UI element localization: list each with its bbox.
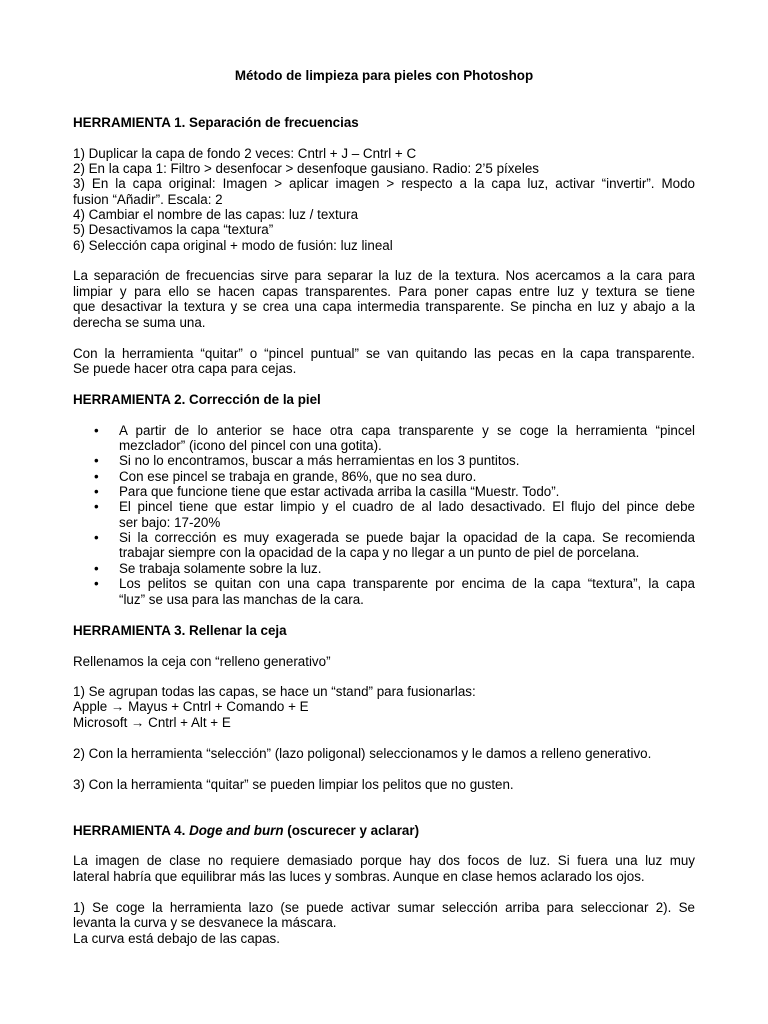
document-title: Método de limpieza para pieles con Photoshop bbox=[234, 68, 534, 83]
bullet-text: ser bajo: 17-20% bbox=[119, 515, 221, 530]
paragraph-line: La separación de frecuencias sirve para separar la luz de la textura. Nos acercamos a la cara para bbox=[73, 268, 695, 283]
bullet-text: “luz” se usa para las manchas de la cara. bbox=[119, 592, 364, 607]
step-line: 6) Selección capa original + modo de fusión: luz lineal bbox=[73, 238, 393, 253]
paragraph-line: 3) Con la herramienta “quitar” se pueden limpiar los pelitos que no gusten. bbox=[73, 777, 514, 792]
section-heading-2: HERRAMIENTA 2. Corrección de la piel bbox=[73, 392, 321, 407]
paragraph-line: Se puede hacer otra capa para cejas. bbox=[73, 361, 297, 376]
bullet-text: El pincel tiene que estar limpio y el cuadro de al lado desactivado. El flujo del pince debe bbox=[119, 499, 695, 514]
section-heading-3: HERRAMIENTA 3. Rellenar la ceja bbox=[73, 623, 287, 638]
bullet-text: A partir de lo anterior se hace otra capa transparente y se coge la herramienta “pincel bbox=[119, 423, 695, 438]
bullet-text: Con ese pincel se trabaja en grande, 86%, que no sea duro. bbox=[119, 469, 477, 484]
heading-italic: Doge and burn bbox=[189, 823, 284, 838]
step-line: 4) Cambiar el nombre de las capas: luz / textura bbox=[73, 207, 359, 222]
paragraph-line: Apple → Mayus + Cntrl + Comando + E bbox=[73, 699, 309, 714]
paragraph-line: 1) Se agrupan todas las capas, se hace un “stand” para fusionarlas: bbox=[73, 684, 476, 699]
section-heading-1: HERRAMIENTA 1. Separación de frecuencias bbox=[73, 115, 359, 130]
paragraph-line: limpiar y para ello se hacen capas transparentes. Para poner capas entre luz y textura se tiene bbox=[73, 284, 695, 299]
paragraph-line: Microsoft → Cntrl + Alt + E bbox=[73, 715, 231, 730]
paragraph-line: lateral habría que equilibrar más las luces y sombras. Aunque en clase hemos aclarado los ojos. bbox=[73, 869, 645, 884]
bullet-marker: • bbox=[94, 423, 99, 438]
bullet-marker: • bbox=[94, 453, 99, 468]
step-line: 3) En la capa original: Imagen > aplicar imagen > respecto a la capa luz, activar “invertir”. Modo bbox=[73, 176, 695, 191]
paragraph-line: Rellenamos la ceja con “relleno generativo” bbox=[73, 654, 331, 669]
step-line: 2) En la capa 1: Filtro > desenfocar > desenfoque gausiano. Radio: 2’5 píxeles bbox=[73, 161, 539, 176]
bullet-marker: • bbox=[94, 576, 99, 591]
paragraph-line: Con la herramienta “quitar” o “pincel puntual” se van quitando las pecas en la capa transparente. bbox=[73, 346, 695, 361]
step-line: fusion “Añadir”. Escala: 2 bbox=[73, 192, 223, 207]
paragraph-line: La curva está debajo de las capas. bbox=[73, 931, 280, 946]
bullet-text: Si la corrección es muy exagerada se puede bajar la opacidad de la capa. Se recomienda bbox=[119, 530, 695, 545]
bullet-text: trabajar siempre con la opacidad de la capa y no llegar a un punto de piel de porcelana. bbox=[119, 545, 640, 560]
heading-suffix: (oscurecer y aclarar) bbox=[283, 823, 420, 838]
paragraph-line: levanta la curva y se desvanece la máscara. bbox=[73, 915, 337, 930]
step-line: 1) Duplicar la capa de fondo 2 veces: Cntrl + J – Cntrl + C bbox=[73, 146, 417, 161]
bullet-marker: • bbox=[94, 499, 99, 514]
section-heading-4 bbox=[73, 823, 419, 838]
bullet-text: Se trabaja solamente sobre la luz. bbox=[119, 561, 322, 576]
bullet-marker: • bbox=[94, 484, 99, 499]
paragraph-line: 2) Con la herramienta “selección” (lazo poligonal) seleccionamos y le damos a relleno generativo. bbox=[73, 746, 652, 761]
paragraph-line: derecha se suma una. bbox=[73, 315, 206, 330]
paragraph-line: 1) Se coge la herramienta lazo (se puede activar sumar selección arriba para seleccionar 2). Se bbox=[73, 900, 695, 915]
bullet-marker: • bbox=[94, 530, 99, 545]
bullet-marker: • bbox=[94, 469, 99, 484]
step-line: 5) Desactivamos la capa “textura” bbox=[73, 222, 274, 237]
bullet-marker: • bbox=[94, 561, 99, 576]
bullet-text: Si no lo encontramos, buscar a más herramientas en los 3 puntitos. bbox=[119, 453, 520, 468]
heading-prefix: HERRAMIENTA 4. bbox=[73, 823, 190, 838]
paragraph-line: que desactivar la textura y se crea una capa intermedia transparente. Se pincha en luz y abajo a la bbox=[73, 299, 695, 314]
bullet-text: mezclador” (icono del pincel con una gotita). bbox=[119, 438, 382, 453]
paragraph-line: La imagen de clase no requiere demasiado porque hay dos focos de luz. Si fuera una luz muy bbox=[73, 853, 695, 868]
bullet-text: Los pelitos se quitan con una capa transparente por encima de la capa “textura”, la capa bbox=[119, 576, 695, 591]
bullet-text: Para que funcione tiene que estar activada arriba la casilla “Muestr. Todo”. bbox=[119, 484, 560, 499]
